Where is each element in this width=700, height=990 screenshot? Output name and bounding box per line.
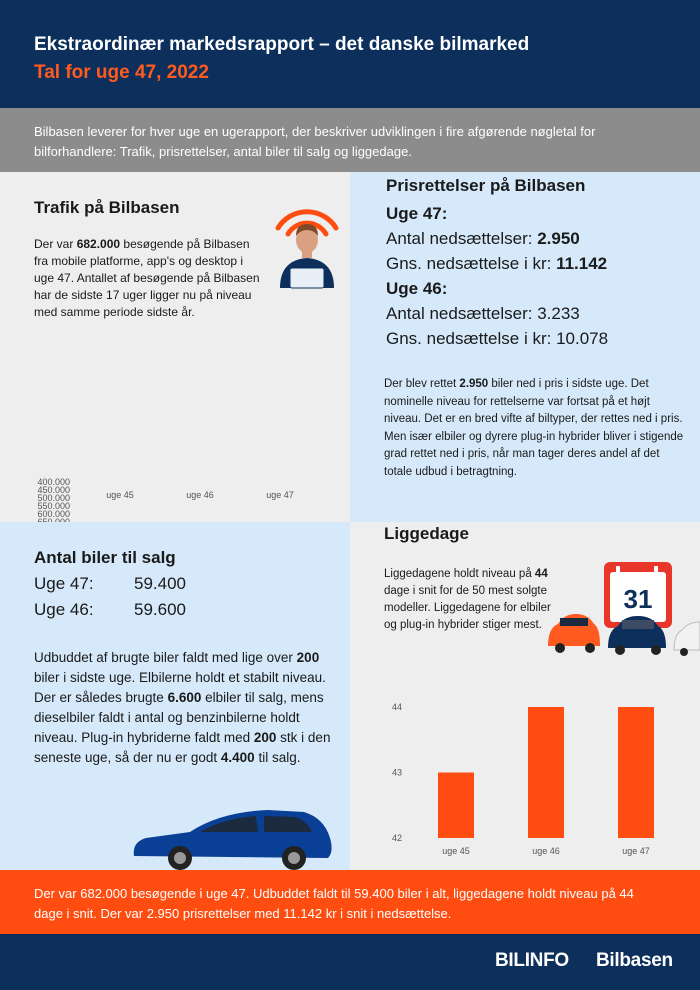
days-xlabel: uge 47: [622, 846, 650, 856]
price-week46-label: Uge 46:: [386, 279, 448, 298]
traffic-bar-chart: [0, 342, 350, 522]
price-panel: [350, 172, 700, 522]
traffic-ytick: 450.000: [37, 485, 70, 495]
traffic-xlabel: uge 45: [106, 490, 134, 500]
forsale-week47: Uge 47: 59.400: [34, 574, 186, 593]
summary-banner: [0, 870, 700, 934]
price-count47: Antal nedsættelser: 2.950: [386, 229, 580, 248]
price-heading: Prisrettelser på Bilbasen: [386, 176, 586, 195]
days-panel: [350, 522, 700, 870]
traffic-panel: [0, 172, 350, 522]
days-bar: [438, 773, 474, 839]
forsale-week46: Uge 46: 59.600: [34, 600, 186, 619]
forsale-panel: [0, 522, 350, 870]
days-ytick: 43: [391, 767, 402, 778]
calendar-number: 31: [623, 584, 653, 614]
visitor-icon: [266, 202, 348, 294]
traffic-ytick: 550.000: [37, 501, 70, 511]
days-bar: [618, 707, 654, 838]
traffic-xlabel: uge 46: [186, 490, 214, 500]
days-heading: Liggedage: [384, 524, 470, 543]
price-week47-label: Uge 47:: [386, 204, 448, 223]
traffic-text: Der var 682.000 besøgende på Bilbasen fra mobile platforme, app's og desktop i uge 47. Antallet af besøgende på Bilbasen har de sidste 17 uger ligger nu på niveau med samme periode sidste år.: [34, 237, 260, 319]
forsale-text: Udbuddet af brugte biler faldt med lige over 200 biler i sidste uge. Elbilerne holdt et stabilt niveau. Der er således brugte 6.600 elbiler til salg, mens dieselbiler faldt i antal og benzinbilerne holdt niveau. Plug-in hybriderne faldt med 200 stk i den seneste uge, så der nu er godt 4.400 til salg.: [34, 650, 331, 765]
price-count46: Antal nedsættelser: 3.233: [386, 304, 580, 323]
days-xlabel: uge 45: [442, 846, 470, 856]
traffic-ytick: 600.000: [37, 509, 70, 519]
traffic-ytick: 500.000: [37, 493, 70, 503]
traffic-ytick: 400.000: [37, 477, 70, 487]
bilinfo-logo: BILINFO: [495, 950, 569, 971]
forsale-heading: Antal biler til salg: [34, 548, 176, 567]
bilbasen-logo: Bilbasen: [596, 950, 673, 971]
car-illustration: [128, 804, 336, 870]
days-bar: [528, 707, 564, 838]
report-header: [0, 0, 700, 108]
report-title: Ekstraordinær markedsrapport – det danske bilmarked: [34, 34, 530, 55]
days-xlabel: uge 46: [532, 846, 560, 856]
traffic-xlabel: uge 47: [266, 490, 294, 500]
traffic-heading: Trafik på Bilbasen: [34, 198, 180, 217]
price-text: Der blev rettet 2.950 biler ned i pris i sidste uge. Det nominelle niveau for rettelserne var fortsat på et højt niveau. Det er en bred vifte af biltyper, der rettes ned i pris. Men især elbiler og dyrere plug-in hybrider bliver i stigende grad rettet ned i pris, når man tager deres andel af det totale udbud i betragtning.: [384, 378, 684, 478]
days-bar-chart: [350, 688, 700, 870]
footer: [0, 934, 700, 990]
days-text: Liggedagene holdt niveau på 44 dage i snit for de 50 mest solgte modeller. Liggedagene for elbiler og plug-in hybrider stiger mest.: [384, 568, 551, 631]
intro-banner: [0, 108, 700, 172]
calendar-cars-illustration: [546, 562, 700, 656]
intro-text: Bilbasen leverer for hver uge en ugerapport, der beskriver udviklingen i fire afgørende nøgletal for bilforhandlere: Trafik, prisrettelser, antal biler til salg og liggedage.: [34, 124, 596, 159]
days-ytick: 42: [391, 833, 402, 843]
price-avg46: Gns. nedsættelse i kr: 10.078: [386, 329, 609, 348]
days-ytick: 44: [391, 702, 402, 712]
summary-text: Der var 682.000 besøgende i uge 47. Udbuddet faldt til 59.400 biler i alt, liggedagene holdt niveau på 44 dage i snit. Der var 2.950 prisrettelser med 11.142 kr i snit i nedsættelse.: [34, 886, 634, 921]
report-subtitle: Tal for uge 47, 2022: [34, 62, 209, 83]
price-avg47: Gns. nedsættelse i kr: 11.142: [386, 254, 608, 273]
